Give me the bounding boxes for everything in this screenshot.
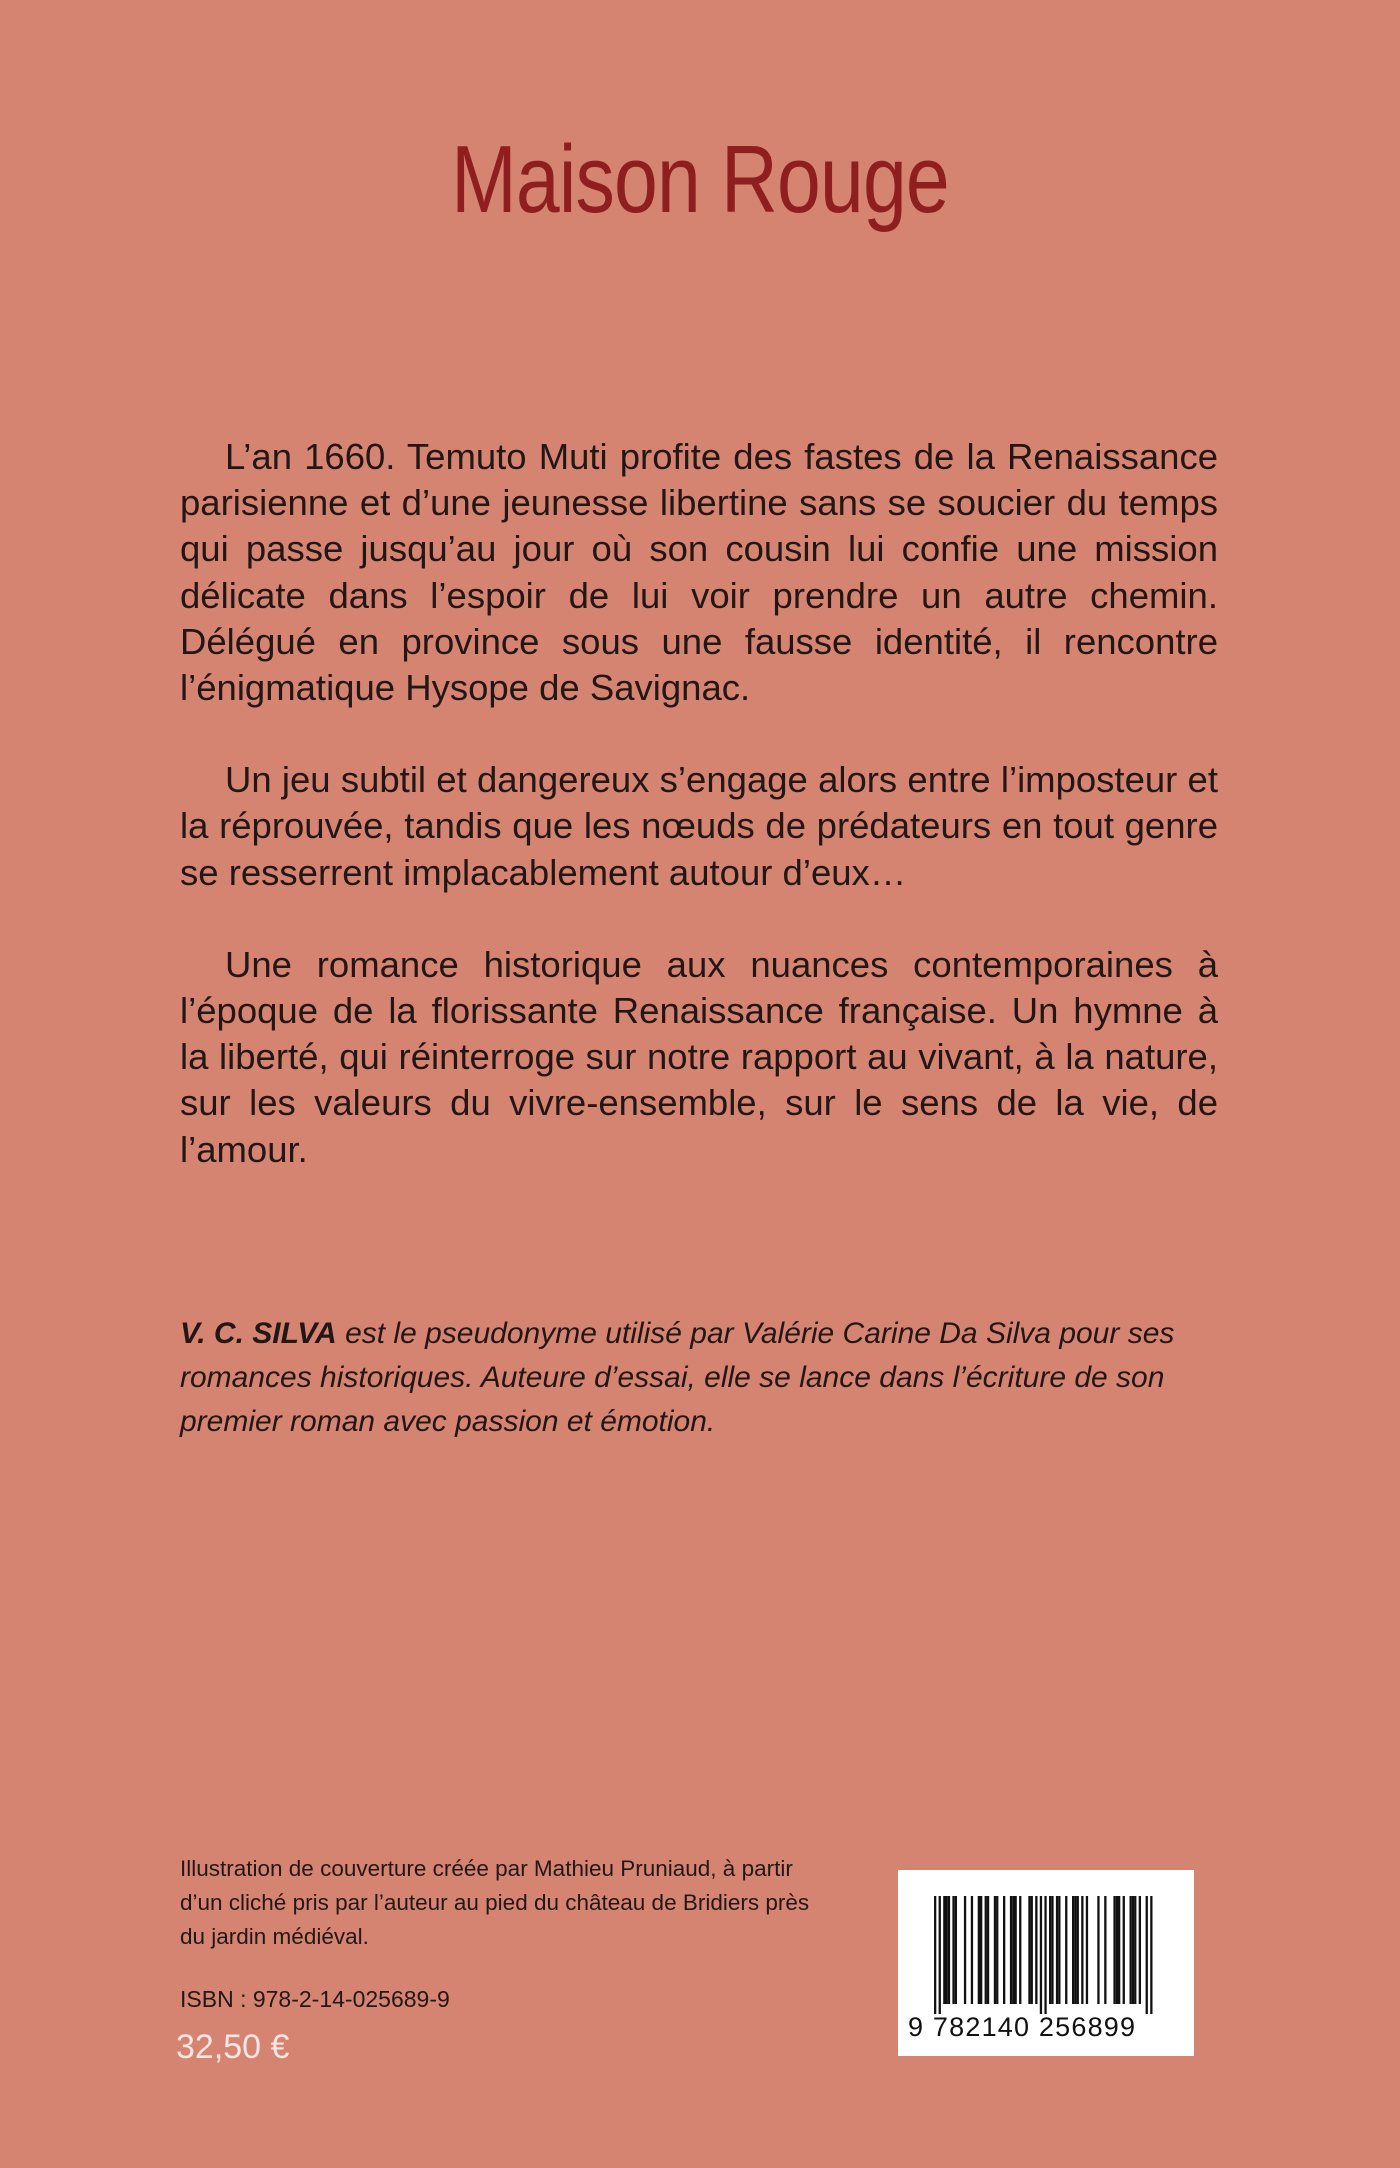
barcode-bar [934,1896,936,2014]
author-bio-text: est le pseudonyme utilisé par Valérie Carine Da Silva pour ses romances historiques. Auteure d’essai, elle se lance dans l’écriture de son premier roman avec passion et émotion. [180,1317,1175,1438]
barcode-bar [1015,1896,1017,2004]
barcode-bar [1058,1896,1060,2004]
price: 32,50 € [176,2028,290,2066]
barcode-bar [1132,1896,1134,2004]
book-title: Maison Rouge [451,126,949,233]
barcode-bar [1086,1896,1088,2004]
barcode-bar [1150,1896,1152,2014]
back-cover-blurb [180,434,1218,1219]
barcode-bar [1035,1896,1037,2004]
blurb-paragraph-2: Un jeu subtil et dangereux s’engage alors entre l’imposteur et la réprouvée, tandis que les nœuds de prédateurs en tout genre se resserrent implacablement autour d’eux… [180,759,1218,893]
barcode-bar [1049,1896,1051,2004]
barcode-bar [948,1896,950,2004]
barcode-bar [1065,1896,1067,2004]
barcode-bar [994,1896,996,2004]
barcode-bar [1072,1896,1074,2004]
barcode-bar [939,1896,941,2014]
author-name: V. C. SILVA [180,1317,337,1350]
barcode-bar [1104,1896,1106,2004]
barcode-bar [1012,1896,1014,2004]
barcode-bar [1097,1896,1099,2004]
barcode-bar [985,1896,987,2004]
barcode-bar [1139,1896,1141,2004]
barcode-bar [1130,1896,1132,2004]
barcode-bar [1123,1896,1125,2004]
barcode-bar [980,1896,982,2004]
barcode-bar [1031,1896,1033,2004]
barcode-bar [946,1896,948,2004]
barcode-bar [952,1896,954,2004]
barcode-bar [996,1896,998,2004]
barcode [898,1870,1194,2056]
barcode-bar [1044,1896,1046,2014]
barcode-bar [1040,1896,1042,2014]
barcode-bar [955,1896,957,2004]
barcode-bar [1146,1896,1148,2014]
barcode-digits: 9 782140 256899 [908,2012,1137,2042]
isbn: ISBN : 978-2-14-025689-9 [180,1986,450,2012]
barcode-bar [1113,1896,1115,2004]
barcode-bar [1028,1896,1030,2004]
barcode-bar [943,1896,945,2004]
barcode-bar [1074,1896,1076,2004]
barcode-bar [1134,1896,1136,2004]
cover-illustration-credit: Illustration de couverture créée par Mathieu Pruniaud, à partir d’un cliché pris par l’auteur au pied du château de Bridiers près du jardin médiéval. [180,1856,810,1949]
blurb-paragraph-3: Une romance historique aux nuances contemporaines à l’époque de la florissante Renaissance française. Un hymne à la liberté, qui réinterroge sur notre rapport au vivant, à la nature, sur les valeurs du vivre-ensemble, sur le sens de la vie, de l’amour. [180,943,1218,1170]
barcode-bar [964,1896,966,2004]
barcode-bar [987,1896,989,2004]
barcode-bar [971,1896,973,2004]
barcode-bar [978,1896,980,2004]
blurb-paragraph-1: L’an 1660. Temuto Muti profite des fastes de la Renaissance parisienne et d’une jeunesse libertine sans se soucier du temps qui passe jusqu’au jour où son cousin lui confie une mission délicate dans l’espoir de lui voir prendre un autre chemin. Délégué en province sous une fausse identité, il rencontre l’énigmatique Hysope de Savignac. [180,436,1218,709]
barcode-bar [1116,1896,1118,2004]
barcode-bar [1056,1896,1058,2004]
barcode-bar [1081,1896,1083,2004]
barcode-bar [1118,1896,1120,2004]
barcode-bar [1003,1896,1005,2004]
barcode-bar [1051,1896,1053,2004]
author-bio [180,1312,1218,1444]
barcode-bar [1077,1896,1079,2004]
barcode-bar [1010,1896,1012,2004]
barcode-bar [1019,1896,1021,2004]
